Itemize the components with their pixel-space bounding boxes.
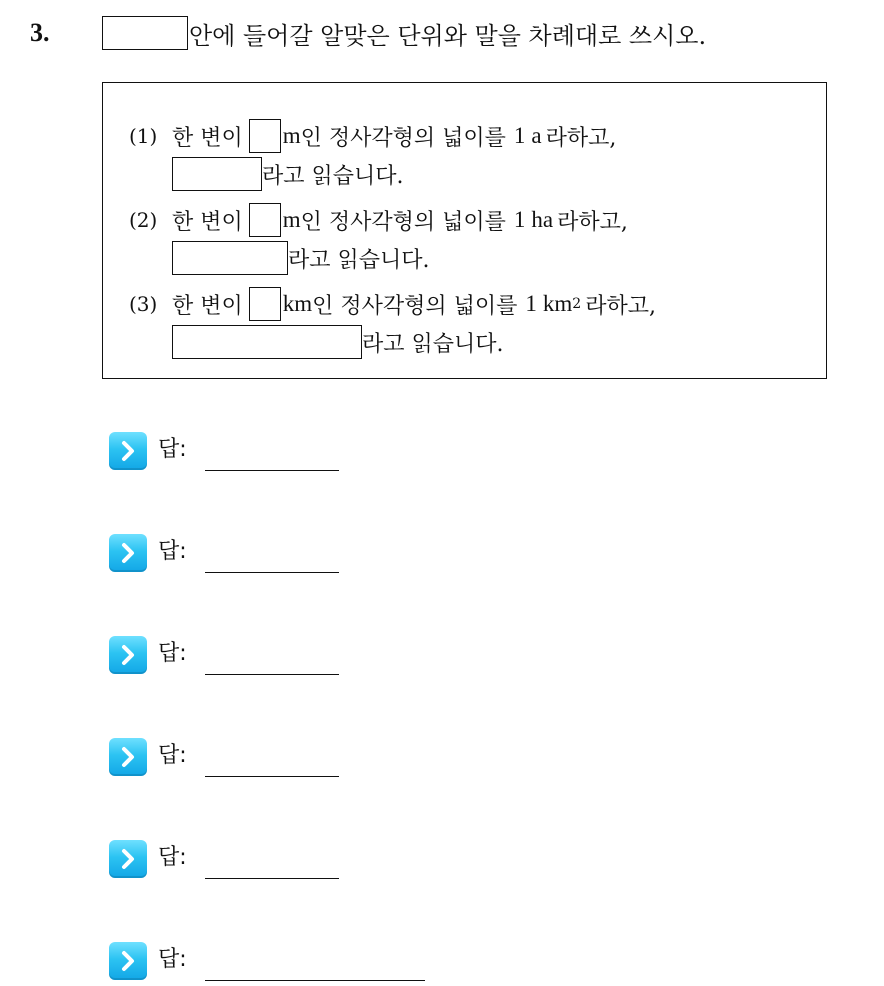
answer-row-2 <box>109 534 339 578</box>
item-text-c: 라하고, <box>545 125 617 151</box>
answer-label: 답: <box>158 845 187 870</box>
answer-label: 답: <box>158 947 187 972</box>
chevron-right-icon <box>109 942 147 980</box>
item-3-line-1 <box>129 285 656 323</box>
unit-name-blank[interactable] <box>172 157 262 191</box>
item-text-b: 인 정사각형의 넓이를 <box>300 125 506 151</box>
item-text-b: 인 정사각형의 넓이를 <box>300 209 506 235</box>
side-unit: m <box>282 207 301 232</box>
unit-name-blank[interactable] <box>172 325 362 359</box>
answer-input-line[interactable] <box>205 776 339 777</box>
side-length-blank[interactable] <box>249 119 281 153</box>
item-2-line-2 <box>172 239 430 277</box>
item-text-a: 한 변이 <box>172 293 243 319</box>
item-2-line-1 <box>129 201 628 239</box>
answer-row-1 <box>109 432 339 476</box>
area-value: 1 <box>525 291 537 316</box>
item-text-a: 한 변이 <box>172 125 243 151</box>
answer-label: 답: <box>158 743 187 768</box>
area-value: 1 <box>513 207 526 232</box>
instruction-blank-box[interactable] <box>102 16 188 50</box>
answer-label: 답: <box>158 641 187 666</box>
question-number: 3. <box>30 18 50 47</box>
area-unit: a <box>531 123 542 148</box>
answer-input-line[interactable] <box>205 878 339 879</box>
side-length-blank[interactable] <box>249 203 281 237</box>
answer-label: 답: <box>158 437 187 462</box>
chevron-right-icon <box>109 534 147 572</box>
answer-row-6 <box>109 942 425 986</box>
chevron-right-icon <box>109 840 147 878</box>
problem-box <box>102 82 827 379</box>
chevron-right-icon <box>109 636 147 674</box>
side-length-blank[interactable] <box>249 287 281 321</box>
answer-label: 답: <box>158 539 187 564</box>
question-instruction-line <box>102 14 706 52</box>
area-unit: ha <box>531 207 554 232</box>
answer-row-3 <box>109 636 339 680</box>
item-number: (2) <box>129 208 158 232</box>
item-1-line-1 <box>129 117 616 155</box>
area-value: 1 <box>513 123 526 148</box>
answer-input-line[interactable] <box>205 980 425 981</box>
answer-input-line[interactable] <box>205 470 339 471</box>
item-3-line-2 <box>172 323 504 361</box>
item-text-a: 한 변이 <box>172 209 243 235</box>
answer-row-4 <box>109 738 339 782</box>
chevron-right-icon <box>109 738 147 776</box>
answer-input-line[interactable] <box>205 674 339 675</box>
area-unit-superscript: 2 <box>572 296 582 312</box>
area-unit: km <box>542 291 573 316</box>
item-number: (1) <box>129 124 158 148</box>
unit-name-blank[interactable] <box>172 241 288 275</box>
answer-input-line[interactable] <box>205 572 339 573</box>
item-text-c: 라하고, <box>557 209 628 235</box>
item-text-d: 라고 읽습니다. <box>262 163 404 189</box>
item-text-d: 라고 읽습니다. <box>362 331 504 357</box>
item-text-b: 인 정사각형의 넓이를 <box>312 293 518 319</box>
side-unit: m <box>282 123 301 148</box>
item-text-d: 라고 읽습니다. <box>288 247 430 273</box>
question-instruction: 안에 들어갈 알맞은 단위와 말을 차례대로 쓰시오. <box>189 21 707 50</box>
side-unit: km <box>282 291 313 316</box>
answer-row-5 <box>109 840 339 884</box>
chevron-right-icon <box>109 432 147 470</box>
item-number: (3) <box>129 292 158 316</box>
item-1-line-2 <box>172 155 404 193</box>
item-text-c: 라하고, <box>585 293 656 319</box>
